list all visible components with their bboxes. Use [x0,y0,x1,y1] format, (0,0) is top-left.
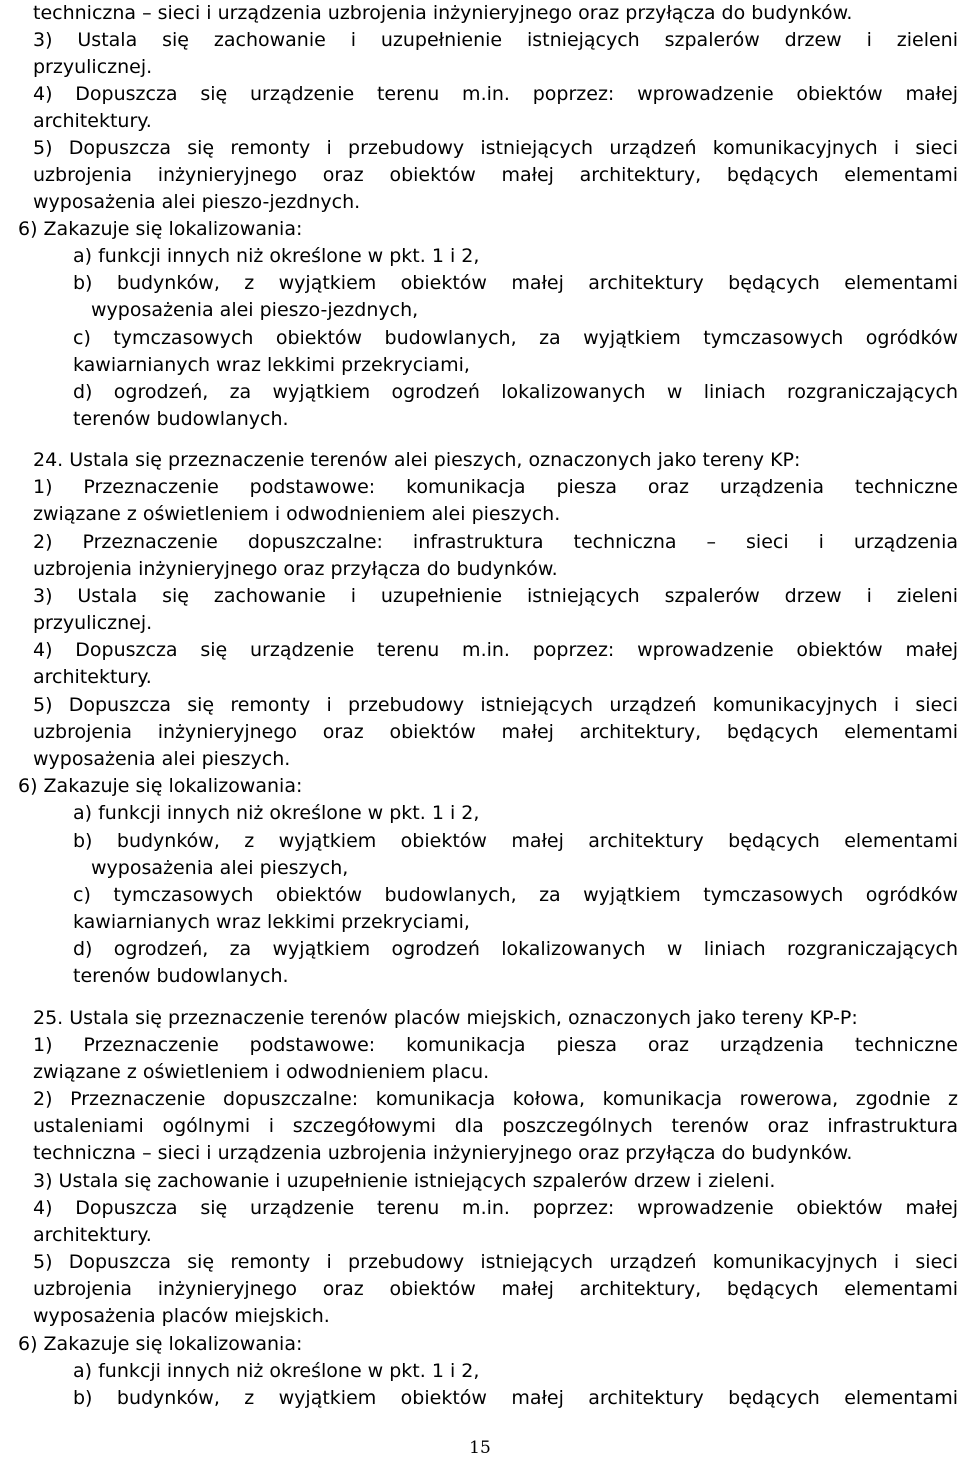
text-line: techniczna – sieci i urządzenia uzbrojenia inżynieryjnego oraz przyłącza do budynków. [33,2,853,24]
section-heading: 24. Ustala się przeznaczenie terenów alei pieszych, oznaczonych jako tereny KP: [33,449,801,471]
text-line: a) funkcji innych niż określone w pkt. 1 i 2, [73,1360,480,1382]
text-line: uzbrojenia inżynieryjnego oraz obiektów małej architektury, będących elementami [33,164,958,186]
text-line: terenów budowlanych. [73,965,289,987]
text-line: 4) Dopuszcza się urządzenie terenu m.in. poprzez: wprowadzenie obiektów małej [33,83,958,105]
text-line: 6) Zakazuje się lokalizowania: [18,1333,303,1355]
text-line: związane z oświetleniem i odwodnieniem placu. [33,1061,490,1083]
text-line: 5) Dopuszcza się remonty i przebudowy istniejących urządzeń komunikacyjnych i sieci [33,694,958,716]
text-line: architektury. [33,1224,152,1246]
text-line: c) tymczasowych obiektów budowlanych, za wyjątkiem tymczasowych ogródków [73,884,958,906]
text-line: d) ogrodzeń, za wyjątkiem ogrodzeń lokalizowanych w liniach rozgraniczających [73,381,958,403]
text-line: 5) Dopuszcza się remonty i przebudowy istniejących urządzeń komunikacyjnych i sieci [33,1251,958,1273]
text-line: uzbrojenia inżynieryjnego oraz obiektów małej architektury, będących elementami [33,1278,958,1300]
text-line: 6) Zakazuje się lokalizowania: [18,775,303,797]
text-line: 1) Przeznaczenie podstawowe: komunikacja piesza oraz urządzenia techniczne [33,476,958,498]
text-line: kawiarnianych wraz lekkimi przekryciami, [73,911,470,933]
text-line: uzbrojenia inżynieryjnego oraz przyłącza do budynków. [33,558,558,580]
text-line: ustaleniami ogólnymi i szczegółowymi dla poszczególnych terenów oraz infrastruktura [33,1115,958,1137]
text-line: a) funkcji innych niż określone w pkt. 1 i 2, [73,245,480,267]
text-line: wyposażenia placów miejskich. [33,1305,330,1327]
text-line: wyposażenia alei pieszo-jezdnych, [91,299,419,321]
section-heading: 25. Ustala się przeznaczenie terenów placów miejskich, oznaczonych jako tereny KP-P: [33,1007,858,1029]
text-line: 6) Zakazuje się lokalizowania: [18,218,303,240]
text-line: 3) Ustala się zachowanie i uzupełnienie istniejących szpalerów drzew i zieleni. [33,1170,776,1192]
text-line: uzbrojenia inżynieryjnego oraz obiektów małej architektury, będących elementami [33,721,958,743]
text-line: przyulicznej. [33,612,153,634]
text-line: 4) Dopuszcza się urządzenie terenu m.in. poprzez: wprowadzenie obiektów małej [33,1197,958,1219]
text-line: przyulicznej. [33,56,153,78]
text-line: 1) Przeznaczenie podstawowe: komunikacja piesza oraz urządzenia techniczne [33,1034,958,1056]
text-line: 2) Przeznaczenie dopuszczalne: komunikacja kołowa, komunikacja rowerowa, zgodnie z [33,1088,958,1110]
text-line: a) funkcji innych niż określone w pkt. 1 i 2, [73,802,480,824]
text-line: 3) Ustala się zachowanie i uzupełnienie istniejących szpalerów drzew i zieleni [33,29,958,51]
text-line: architektury. [33,666,152,688]
text-line: 3) Ustala się zachowanie i uzupełnienie istniejących szpalerów drzew i zieleni [33,585,958,607]
text-line: 2) Przeznaczenie dopuszczalne: infrastruktura techniczna – sieci i urządzenia [33,531,958,553]
text-line: kawiarnianych wraz lekkimi przekryciami, [73,354,470,376]
text-line: wyposażenia alei pieszych, [91,857,349,879]
text-line: związane z oświetleniem i odwodnieniem alei pieszych. [33,503,561,525]
text-line: c) tymczasowych obiektów budowlanych, za wyjątkiem tymczasowych ogródków [73,327,958,349]
text-line: wyposażenia alei pieszo-jezdnych. [33,191,361,213]
text-line: architektury. [33,110,152,132]
text-line: b) budynków, z wyjątkiem obiektów małej architektury będących elementami [73,272,958,294]
text-line: techniczna – sieci i urządzenia uzbrojenia inżynieryjnego oraz przyłącza do budynków. [33,1142,853,1164]
text-line: 4) Dopuszcza się urządzenie terenu m.in. poprzez: wprowadzenie obiektów małej [33,639,958,661]
text-line: d) ogrodzeń, za wyjątkiem ogrodzeń lokalizowanych w liniach rozgraniczających [73,938,958,960]
text-line: wyposażenia alei pieszych. [33,748,291,770]
page-number: 15 [469,1438,491,1458]
text-line: terenów budowlanych. [73,408,289,430]
text-line: b) budynków, z wyjątkiem obiektów małej architektury będących elementami [73,830,958,852]
text-line: 5) Dopuszcza się remonty i przebudowy istniejących urządzeń komunikacyjnych i sieci [33,137,958,159]
text-line: b) budynków, z wyjątkiem obiektów małej architektury będących elementami [73,1387,958,1409]
